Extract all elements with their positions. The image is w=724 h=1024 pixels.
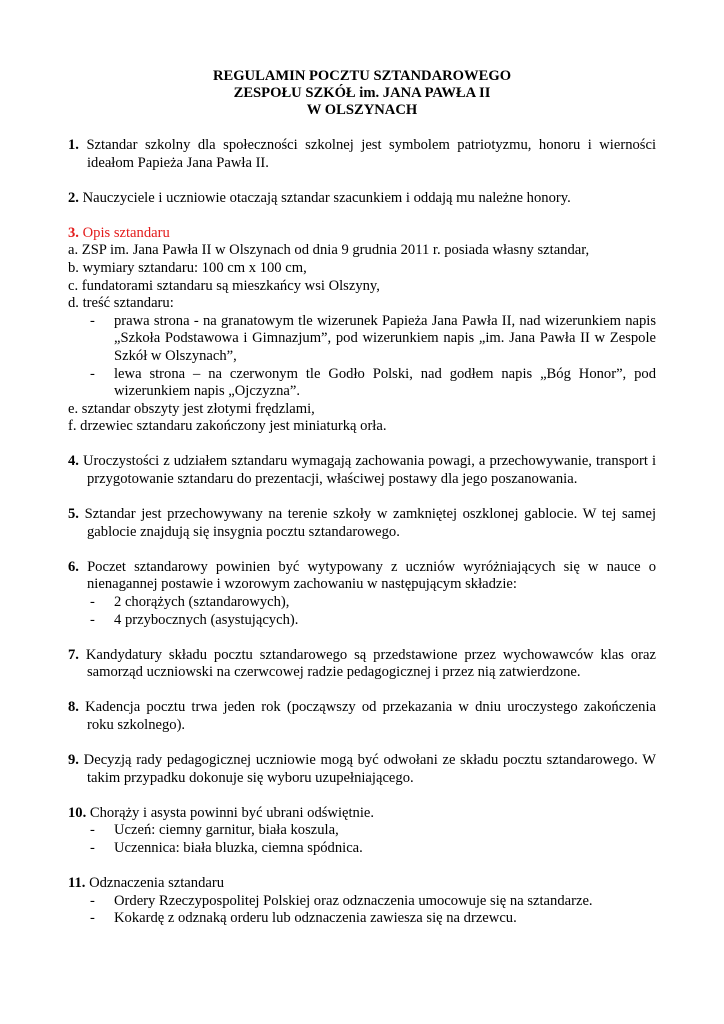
section-text: Sztandar jest przechowywany na terenie szkoły w zamkniętej oszklonej gablocie. W tej samej gablocie znajdują się insygnia pocztu sztandarowego.: [84, 506, 656, 540]
dash-bullet: -: [90, 910, 95, 927]
section-8: [68, 699, 656, 734]
item-b: b. wymiary sztandaru: 100 cm x 100 cm,: [68, 259, 307, 276]
item-d-list: [68, 313, 656, 401]
section-text: Kadencja pocztu trwa jeden rok (począwszy od przekazania w dniu uroczystego zakończenia roku szkolnego).: [85, 699, 656, 733]
section-number: 1.: [68, 137, 79, 153]
section-number: 4.: [68, 453, 79, 470]
section-number: 8.: [68, 699, 79, 716]
section-6-intro: [68, 559, 656, 594]
section-number: 5.: [68, 506, 79, 523]
title-line-2: ZESPOŁU SZKÓŁ im. JANA PAWŁA II: [233, 85, 491, 101]
section-9: [68, 752, 656, 787]
list-item-text: Uczeń: ciemny garnitur, biała koszula,: [114, 822, 339, 839]
list-item: [68, 840, 656, 858]
document-page: [68, 68, 656, 928]
section-text: Kandydatury składu pocztu sztandarowego są przedstawione przez wychowawców klas oraz samorząd uczniowski na czerwcowej radzie pedagogicznej i przez nią zatwierdzone.: [85, 646, 656, 681]
dash-bullet: -: [90, 312, 95, 329]
dash-bullet: -: [90, 839, 95, 856]
section-3: [68, 225, 656, 436]
section-heading-text: Opis sztandaru: [82, 224, 170, 241]
list-item-text: Ordery Rzeczypospolitej Polskiej oraz odznaczenia umocowuje się na sztandarze.: [114, 892, 593, 909]
item-a: a. ZSP im. Jana Pawła II w Olszynach od dnia 9 grudnia 2011 r. posiada własny sztandar,: [68, 242, 590, 259]
section-text: Sztandar szkolny dla społeczności szkolnej jest symbolem patriotyzmu, honoru i wierności ideałom Papieża Jana Pawła II.: [86, 137, 657, 171]
section-10-intro: [68, 805, 656, 823]
item-c: c. fundatorami sztandaru są mieszkańcy wsi Olszyny,: [68, 277, 380, 294]
section-7: [68, 647, 656, 682]
list-item-text: 4 przybocznych (asystujących).: [114, 611, 299, 628]
section-number: 6.: [68, 558, 79, 575]
list-item: [68, 893, 656, 911]
list-item: [68, 594, 656, 612]
dash-bullet: -: [90, 822, 95, 839]
list-item-text: lewa strona – na czerwonym tle Godło Polski, nad godłem napis „Bóg Honor”, pod wizerunkiem napis „Ojczyzna”.: [114, 365, 656, 400]
title-line-1: REGULAMIN POCZTU SZTANDAROWEGO: [212, 68, 512, 84]
list-item-text: Uczennica: biała bluzka, ciemna spódnica.: [114, 839, 363, 856]
section-text: Decyzją rady pedagogicznej uczniowie mogą być odwołani ze składu pocztu sztandarowego. W takim przypadku dokonuje się wyboru uzupełniającego.: [83, 752, 656, 786]
section-number: 10.: [68, 804, 87, 821]
item-e: e. sztandar obszyty jest złotymi frędzlami,: [68, 400, 315, 417]
section-10-list: [68, 822, 656, 857]
list-item-text: Kokardę z odznaką orderu lub odznaczenia zawiesza się na drzewcu.: [114, 910, 517, 927]
section-text: Poczet sztandarowy powinien być wytypowany z uczniów wyróżniających się w nauce o nienagannej postawie i wzorowym zachowaniu w następującym składzie:: [87, 558, 656, 593]
section-number: 2.: [68, 189, 79, 206]
list-item: [68, 366, 656, 401]
list-item: [68, 822, 656, 840]
section-number: 11.: [68, 875, 86, 891]
dash-bullet: -: [90, 892, 95, 909]
section-11-intro: [68, 875, 656, 893]
section-5: [68, 506, 656, 541]
list-item: [68, 612, 656, 630]
section-1: [68, 137, 656, 172]
list-item-text: prawa strona - na granatowym tle wizerunek Papieża Jana Pawła II, nad wizerunkiem napis „Szkoła Podstawowa i Gimnazjum”, pod wizerunkiem napis „im. Jana Pawła II w Zespole Szkół w Olszynach”,: [114, 312, 656, 364]
section-text: Odznaczenia sztandaru: [89, 875, 225, 891]
section-6-list: [68, 594, 656, 629]
dash-bullet: -: [90, 593, 95, 610]
section-10: [68, 805, 656, 858]
section-number: 3.: [68, 224, 79, 241]
list-item: [68, 313, 656, 366]
section-3-heading: [68, 225, 656, 243]
dash-bullet: -: [90, 365, 95, 382]
section-text: Nauczyciele i uczniowie otaczają sztandar szacunkiem i oddają mu należne honory.: [82, 189, 571, 206]
section-11-list: [68, 893, 656, 928]
section-6: [68, 559, 656, 629]
title-line-3: W OLSZYNACH: [306, 102, 418, 118]
section-2: [68, 190, 656, 208]
dash-bullet: -: [90, 611, 95, 628]
document-title: [68, 68, 656, 119]
list-item-text: 2 chorążych (sztandarowych),: [114, 593, 290, 610]
section-number: 7.: [68, 646, 79, 663]
item-f: f. drzewiec sztandaru zakończony jest miniaturką orła.: [68, 418, 387, 435]
item-d: d. treść sztandaru:: [68, 295, 174, 312]
section-4: [68, 453, 656, 488]
list-item: [68, 910, 656, 928]
section-text: Chorąży i asysta powinni być ubrani odświętnie.: [89, 804, 375, 821]
section-text: Uroczystości z udziałem sztandaru wymagają zachowania powagi, a przechowywanie, transport i przygotowanie sztandaru do prezentacji, właściwej postawy dla jego poszanowania.: [83, 453, 656, 487]
section-number: 9.: [68, 752, 79, 769]
section-11: [68, 875, 656, 928]
